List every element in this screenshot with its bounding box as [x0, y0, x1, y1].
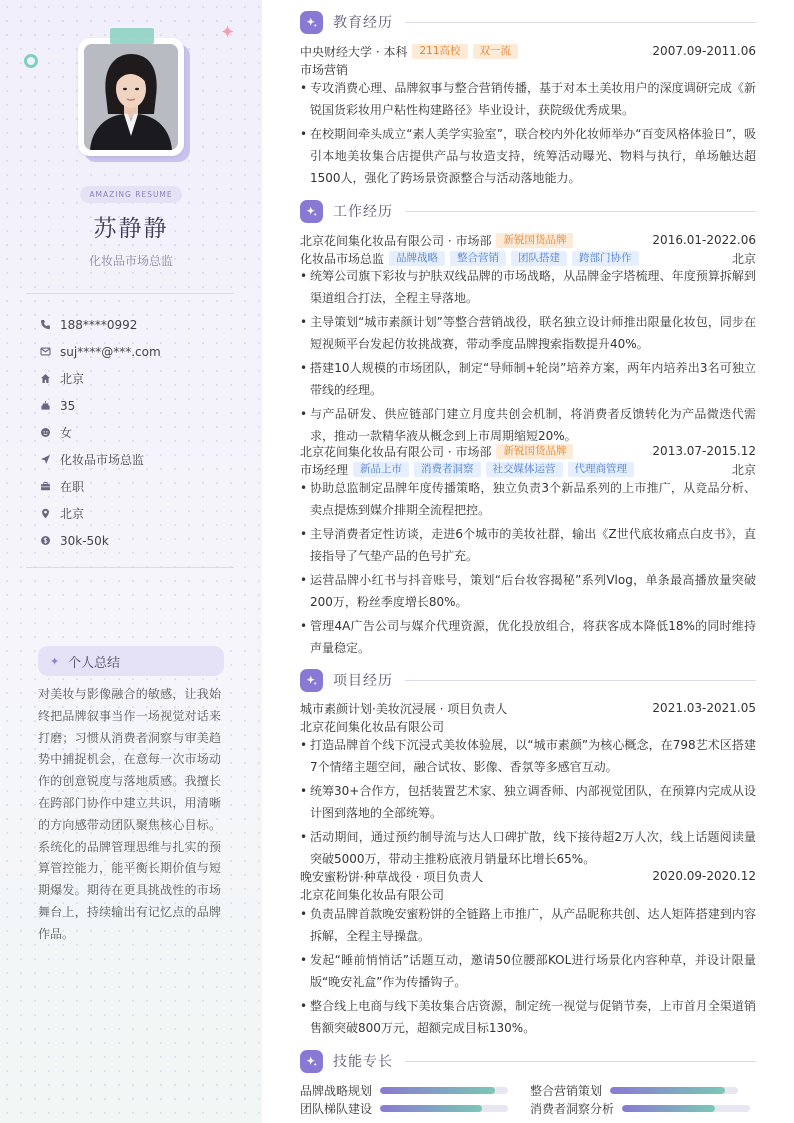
gender-icon — [40, 427, 60, 438]
send-icon — [40, 454, 60, 465]
info-location-text: 北京 — [60, 507, 85, 521]
list-item: • 统筹公司旗下彩妆与护肤双线品牌的市场战略，从品牌金字塔梳理、年度预算拆解到渠道组合打法，全程主导落地。 — [300, 265, 756, 309]
section-header-education — [300, 10, 756, 34]
sparkle-icon — [300, 1050, 323, 1073]
skill-item — [530, 1083, 738, 1097]
info-salary-text: 30k-50k — [60, 533, 109, 548]
location-pin-icon — [40, 508, 60, 519]
info-age — [40, 392, 240, 419]
info-gender — [40, 419, 240, 446]
sparkle-icon — [300, 200, 323, 223]
skill-item — [530, 1101, 750, 1115]
sidebar-divider — [26, 293, 234, 294]
education-tag: 211高校 — [412, 44, 467, 59]
phone-icon — [40, 319, 60, 330]
project-header-row — [300, 699, 756, 717]
section-title: 工作经历 — [333, 204, 393, 220]
project-company-row — [300, 885, 756, 903]
main-content — [300, 0, 756, 1123]
list-item: • 管理4A广告公司与媒介代理资源，优化投放组合，将获客成本降低18%的同时维持声量稳定。 — [300, 615, 756, 659]
skill-bar-fill — [610, 1087, 725, 1094]
skill-bar-fill — [380, 1087, 495, 1094]
info-phone-text: 188****0992 — [60, 317, 138, 332]
list-item: • 统筹30+合作方，包括装置艺术家、独立调香师、内部视觉团队，在预算内完成从设计图到落地的全部统筹。 — [300, 780, 756, 824]
job-role: 市场经理 — [300, 462, 349, 477]
info-phone — [40, 311, 240, 338]
project-company: 北京花间集化妆品有限公司 — [300, 719, 445, 734]
sidebar-divider — [26, 567, 234, 568]
skill-name: 品牌战略规划 — [300, 1083, 373, 1098]
info-gender-text: 女 — [60, 426, 73, 440]
job-company: 北京花间集化妆品有限公司 · 市场部 — [300, 233, 492, 248]
education-major-row — [300, 60, 756, 78]
section-rule — [405, 22, 756, 23]
section-header-work — [300, 199, 756, 223]
project-name: 城市素颜计划·美妆沉浸展 · 项目负责人 — [300, 701, 508, 716]
list-item: • 主导消费者定性访谈，走进6个城市的美妆社群，输出《Z世代底妆痛点白皮书》，直接指导了气垫产品的色号扩充。 — [300, 523, 756, 567]
candidate-title: 化妆品市场总监 — [88, 254, 173, 268]
info-age-text: 35 — [60, 398, 76, 413]
list-item: • 运营品牌小红书与抖音账号，策划“后台妆容揭秘”系列Vlog，单条最高播放量突破200万，粉丝季度增长80%。 — [300, 569, 756, 613]
info-location — [40, 500, 240, 527]
skill-bar-track — [622, 1105, 750, 1112]
list-item: • 发起“睡前悄悄话”话题互动，邀请50位腰部KOL进行场景化内容种草，并设计限量版“晚安礼盒”作为传播钩子。 — [300, 949, 756, 993]
skill-item — [300, 1101, 508, 1115]
email-icon — [40, 346, 60, 357]
section-title: 教育经历 — [333, 15, 393, 31]
info-status — [40, 473, 240, 500]
project-company: 北京花间集化妆品有限公司 — [300, 887, 445, 902]
project-bullets — [300, 903, 756, 1039]
job-period: 2016.01-2022.06 — [652, 233, 756, 247]
section-title: 技能专长 — [333, 1054, 393, 1070]
info-target-role-text: 化妆品市场总监 — [60, 453, 145, 467]
sparkle-icon: ✦ — [220, 22, 236, 43]
project-header-row — [300, 867, 756, 885]
section-rule — [405, 211, 756, 212]
list-item: • 主导策划“城市素颜计划”等整合营销战役，联名独立设计师推出限量化妆包，同步在短视频平台发起仿妆挑战赛，带动季度品牌搜索指数提升40%。 — [300, 311, 756, 355]
info-status-text: 在职 — [60, 480, 85, 494]
section-title: 项目经历 — [333, 673, 393, 689]
job-skill-tag: 消费者洞察 — [414, 462, 481, 477]
job-skill-tag: 社交媒体运营 — [486, 462, 563, 477]
info-email — [40, 338, 240, 365]
job-city: 北京 — [731, 251, 756, 266]
info-target-role — [40, 446, 240, 473]
sparkle-icon: ✦ — [50, 654, 60, 668]
candidate-name: 苏静静 — [93, 216, 169, 242]
summary-title: 个人总结 — [68, 655, 121, 671]
job-bullets — [300, 477, 756, 659]
project-name: 晚安蜜粉饼·种草战役 · 项目负责人 — [300, 869, 484, 884]
sidebar — [0, 0, 262, 1123]
education-school: 中央财经大学 · 本科 — [300, 44, 408, 59]
education-major: 市场营销 — [300, 62, 349, 77]
photo-tape — [110, 28, 154, 44]
project-company-row — [300, 717, 756, 735]
list-item: • 负责品牌首款晚安蜜粉饼的全链路上市推广，从产品昵称共创、达人矩阵搭建到内容拆解，全程主导操盘。 — [300, 903, 756, 947]
job-skill-tag: 整合营销 — [450, 251, 506, 266]
list-item: • 打造品牌首个线下沉浸式美妆体验展，以“城市素颜”为核心概念，在798艺术区搭建7个情绪主题空间，融合试妆、影像、香氛等多感官互动。 — [300, 734, 756, 778]
list-item: • 与产品研发、供应链部门建立月度共创会机制，将消费者反馈转化为产品微迭代需求，推动一款精华液从概念到上市周期缩短20%。 — [300, 403, 756, 447]
job-city: 北京 — [731, 462, 756, 477]
sparkle-icon — [300, 669, 323, 692]
list-item: • 专攻消费心理、品牌叙事与整合营销传播，基于对本土美妆用户的深度调研完成《新锐国货彩妆用户粘性构建路径》毕业设计，获院级优秀成果。 — [300, 77, 756, 121]
contact-info-list — [40, 311, 240, 554]
info-home-text: 北京 — [60, 372, 85, 386]
job-skill-tag: 跨部门协作 — [572, 251, 639, 266]
job-role: 化妆品市场总监 — [300, 251, 385, 266]
job-period: 2013.07-2015.12 — [652, 444, 756, 458]
briefcase-icon — [40, 481, 60, 492]
project-period: 2020.09-2020.12 — [652, 869, 756, 883]
salary-icon — [40, 535, 60, 546]
skill-bar-track — [380, 1087, 508, 1094]
decorative-ring — [24, 54, 38, 68]
job-role-row — [300, 460, 756, 478]
info-email-text: suj****@***.com — [60, 344, 161, 359]
job-skill-tag: 团队搭建 — [511, 251, 567, 266]
section-rule — [405, 1061, 756, 1062]
info-home — [40, 365, 240, 392]
job-bullets — [300, 265, 756, 447]
job-company: 北京花间集化妆品有限公司 · 市场部 — [300, 444, 492, 459]
home-icon — [40, 373, 60, 384]
skill-bar-track — [610, 1087, 738, 1094]
summary-text: 对美妆与影像融合的敏感，让我始终把品牌叙事当作一场视觉对话来打磨；习惯从消费者洞察与审美趋势中捕捉机会，在意每一次市场动作的创意锐度与落地质感。我擅长在跨部门协作中建立共识，用清晰的方向感带动团队聚焦核心目标。系统化的品牌管理思维与扎实的预算管控能力，能平衡长期价值与短期爆发。期待在更具挑战性的市场舞台上，持续输出有记忆点的品牌作品。 — [38, 687, 221, 941]
section-rule — [405, 680, 756, 681]
education-tag: 双一流 — [473, 44, 519, 59]
job-skill-tag: 代理商管理 — [568, 462, 635, 477]
section-header-projects — [300, 668, 756, 692]
job-skill-tag: 品牌战略 — [389, 251, 445, 266]
skill-name: 团队梯队建设 — [300, 1101, 373, 1116]
avatar — [84, 44, 178, 150]
list-item: • 搭建10人规模的市场团队，制定“导师制+轮岗”培养方案，两年内培养出3名可独立带线的经理。 — [300, 357, 756, 401]
skill-bar-track — [380, 1105, 508, 1112]
list-item: • 协助总监制定品牌年度传播策略，独立负责3个新品系列的上市推广，从竞品分析、卖点提炼到媒介排期全流程把控。 — [300, 477, 756, 521]
job-header-row — [300, 442, 756, 460]
skill-bar-fill — [380, 1105, 482, 1112]
project-bullets — [300, 734, 756, 870]
job-company-tag: 新锐国货品牌 — [496, 233, 573, 248]
profile-photo-card — [78, 38, 186, 160]
skill-item — [300, 1083, 508, 1097]
job-skill-tag: 新品上市 — [353, 462, 409, 477]
photo-frame — [78, 38, 184, 156]
education-period: 2007.09-2011.06 — [652, 44, 756, 58]
job-header-row — [300, 231, 756, 249]
info-salary — [40, 527, 240, 554]
list-item: • 在校期间牵头成立“素人美学实验室”，联合校内外化妆师举办“百变风格体验日”，吸引本地美妆集合店提供产品与妆造支持，统筹活动曝光、物料与执行，单场触达超1500人，强化了跨场景资源整合与活动落地能力。 — [300, 123, 756, 189]
skill-name: 消费者洞察分析 — [530, 1101, 615, 1116]
list-item: • 整合线上电商与线下美妆集合店资源，制定统一视觉与促销节奏，上市首月全渠道销售额突破800万元，超额完成目标130%。 — [300, 995, 756, 1039]
tagline-badge: AMAZING RESUME — [80, 186, 182, 203]
education-header-row — [300, 42, 756, 60]
education-bullets — [300, 77, 756, 189]
list-item: • 活动期间，通过预约制导流与达人口碑扩散，线下接待超2万人次，线上话题阅读量突破5000万，带动主推粉底液月销量环比增长65%。 — [300, 826, 756, 870]
cake-icon — [40, 400, 60, 411]
summary-header — [38, 646, 224, 676]
section-header-skills — [300, 1049, 756, 1073]
skill-bar-fill — [622, 1105, 715, 1112]
project-period: 2021.03-2021.05 — [652, 701, 756, 715]
skill-name: 整合营销策划 — [530, 1083, 603, 1098]
sparkle-icon — [300, 11, 323, 34]
job-company-tag: 新锐国货品牌 — [496, 444, 573, 459]
